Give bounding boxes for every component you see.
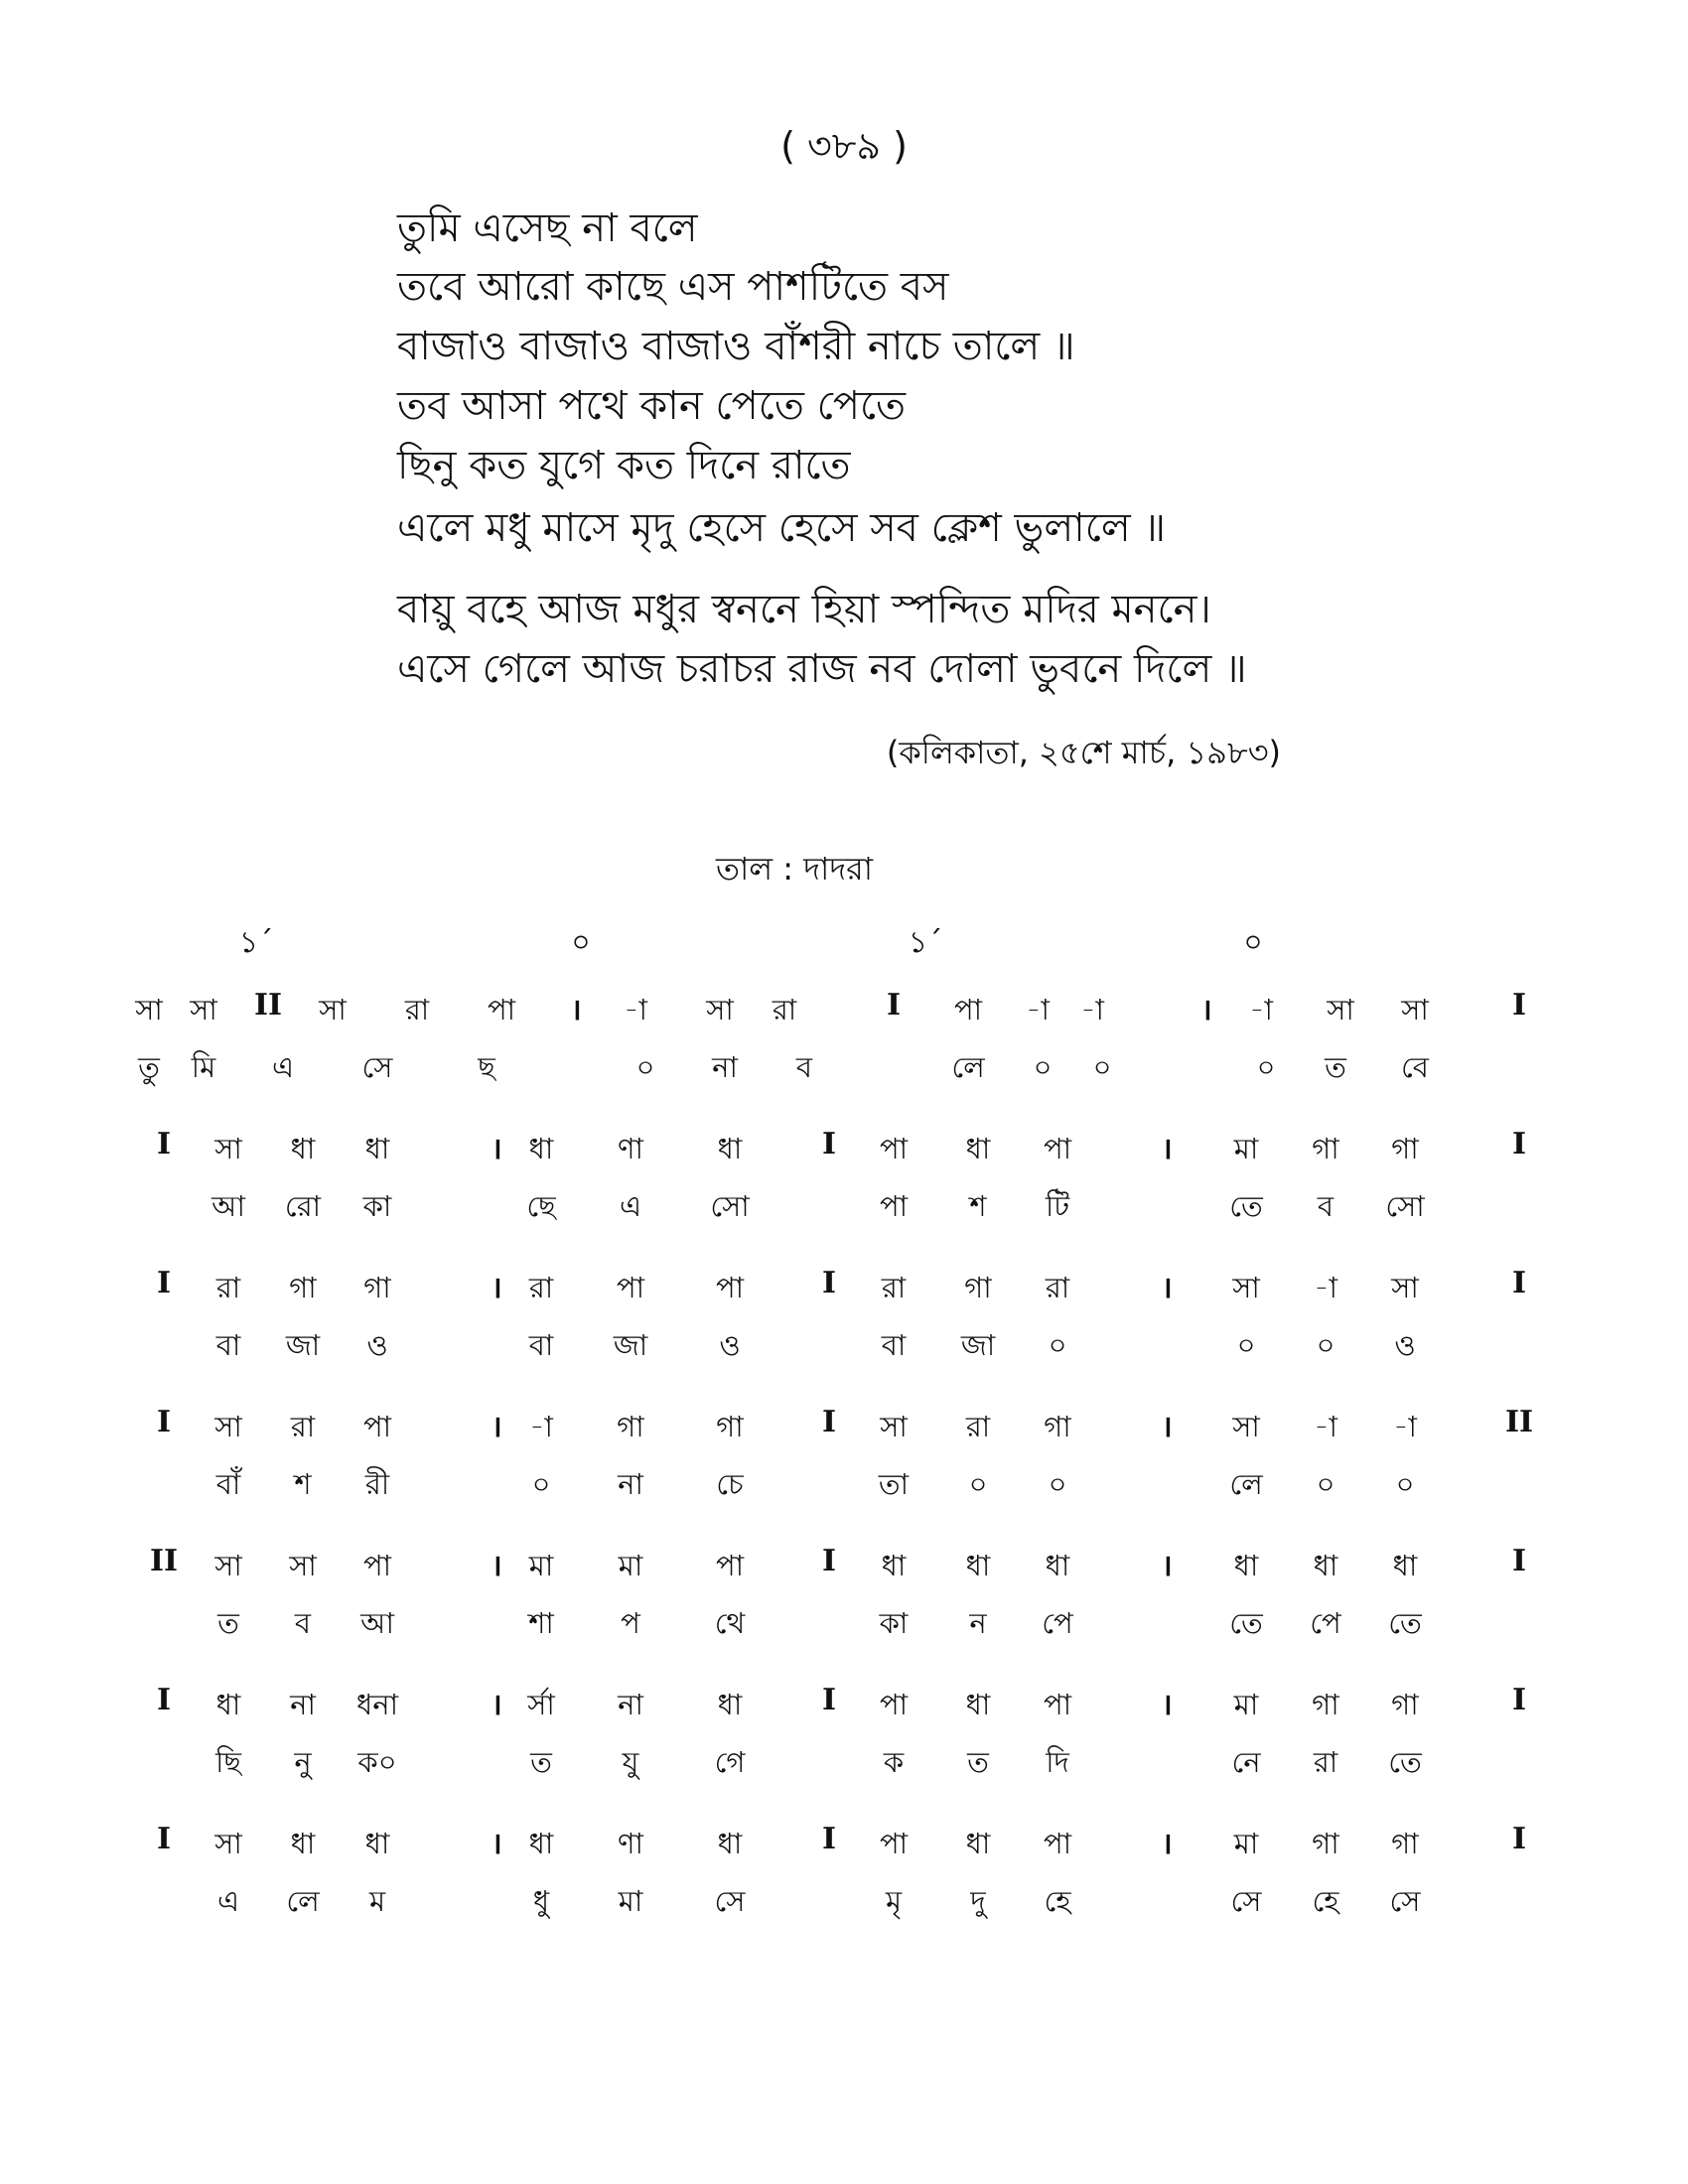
bar-line: I [1511,988,1527,1023]
swara-note: পা [362,1410,392,1443]
swara-note: ধা [965,1827,991,1860]
swara-note: -া [1314,1410,1337,1443]
lyric-syllable: রো [284,1189,322,1223]
lyric-syllable: সো [710,1189,750,1223]
swara-note: ধনা [356,1688,398,1721]
beat-mark-4: ০ [1243,925,1263,960]
lyric-syllable: বা [215,1328,241,1362]
lyric-syllable: ০ [968,1467,988,1501]
lyric-syllable: তে [1229,1606,1263,1640]
swara-note: পা [1043,1132,1072,1165]
bar-line: I [1511,1127,1527,1161]
swara-note: পা [362,1549,392,1582]
lyric-syllable: জা [960,1328,996,1362]
lyric-syllable: লে [286,1884,320,1918]
bar-line: II [1504,1405,1534,1439]
lyric-syllable: ব [294,1606,312,1640]
lyric-syllable: যু [622,1745,639,1779]
swara-note: ধা [717,1688,743,1721]
swara-note: ধা [528,1132,554,1165]
lyric-syllable: সে [1230,1884,1262,1918]
lyric-syllable: না [712,1050,738,1084]
beat-mark-3: ১´ [908,925,943,960]
swara-note: সা [1327,993,1354,1026]
lyric-line-1: তুমি এসেছ না বলে [397,205,698,251]
lyric-line-3: বাজাও বাজাও বাজাও বাঁশরী নাচে তালে ॥ [397,324,1075,369]
bar-line: I [1511,1822,1527,1856]
swara-note: পা [715,1549,745,1582]
lyric-line-7: বায়ু বহে আজ মধুর স্বননে হিয়া স্পন্দিত মদির মননে। [397,587,1211,632]
lyric-syllable: থে [714,1606,746,1640]
swara-note: গা [1044,1410,1071,1443]
lyric-syllable: ধু [532,1884,550,1918]
swara-note: সা [706,993,734,1026]
lyric-syllable: তু [138,1050,160,1084]
swara-note: -া [1314,1271,1337,1304]
swara-note: ণা [618,1827,643,1860]
swara-note: ধা [1045,1549,1070,1582]
lyric-syllable: এ [271,1050,295,1084]
tala-label: তাল : দাদরা [715,850,874,887]
lyric-syllable: সো [1385,1189,1425,1223]
lyric-syllable: ০ [1033,1050,1053,1084]
lyric-syllable: বে [1401,1050,1429,1084]
swara-note: র্সা [527,1688,555,1721]
lyric-syllable: তে [1229,1189,1263,1223]
lyric-syllable: তা [878,1467,910,1501]
bar-line: । [491,1410,502,1444]
lyric-syllable: ও [366,1328,388,1362]
bar-line: । [1161,1271,1173,1305]
lyric-syllable: ও [719,1328,741,1362]
swara-note: গা [1391,1688,1419,1721]
bar-line: I [821,1127,837,1161]
lyric-syllable: ত [967,1745,989,1779]
swara-note: রা [881,1271,907,1304]
lyric-syllable: পে [1310,1606,1341,1640]
swara-note: সা [319,993,347,1026]
bar-line: I [821,1544,837,1578]
swara-note: মা [1233,1132,1259,1165]
lyric-syllable: ০ [635,1050,655,1084]
lyric-syllable: ব [1317,1189,1335,1223]
swara-note: পা [616,1271,645,1304]
lyric-syllable: ক০ [357,1745,397,1779]
swara-note: মা [1233,1688,1259,1721]
bar-line: I [156,1822,172,1856]
lyric-line-8: এসে গেলে আজ চরাচর রাজ নব দোলা ভুবনে দিলে ॥ [397,646,1247,692]
swara-note: রা [290,1410,316,1443]
lyric-syllable: ০ [1316,1328,1336,1362]
lyric-syllable: ত [530,1745,552,1779]
lyric-syllable: রী [364,1467,390,1501]
lyric-syllable: ন [969,1606,987,1640]
swara-note: -া [1080,993,1104,1026]
bar-line: I [156,1405,172,1439]
lyric-syllable: ০ [531,1467,551,1501]
swara-note: ধা [965,1688,991,1721]
swara-note: গা [1312,1688,1339,1721]
lyric-line-6: এলে মধু মাসে মৃদু হেসে হেসে সব ক্লেশ ভুলালে ॥ [397,505,1166,551]
swara-note: ধা [290,1827,316,1860]
swara-note: সা [1401,993,1429,1026]
lyric-syllable: ত [217,1606,239,1640]
lyric-syllable: হে [1044,1884,1071,1918]
lyric-syllable: টি [1045,1189,1070,1223]
swara-note: রা [215,1271,241,1304]
swara-note: ধা [717,1827,743,1860]
beat-mark-1: ১´ [238,925,274,960]
lyric-syllable: বা [881,1328,907,1362]
swara-note: পা [1043,1827,1072,1860]
lyric-syllable: গে [714,1745,746,1779]
lyric-syllable: না [618,1467,643,1501]
bar-line: I [1511,1544,1527,1578]
lyric-syllable: জা [285,1328,321,1362]
lyric-syllable: মৃ [885,1884,903,1918]
lyric-syllable: ব [795,1050,813,1084]
swara-note: না [618,1688,643,1721]
swara-note: পা [953,993,983,1026]
bar-line: । [491,1549,502,1583]
lyric-syllable: নে [1231,1745,1261,1779]
lyric-syllable: রা [1313,1745,1338,1779]
bar-line: I [156,1266,172,1300]
bar-line: । [1161,1549,1173,1583]
swara-note: ধা [965,1132,991,1165]
bar-line: II [253,988,283,1023]
swara-note: মা [528,1549,554,1582]
lyric-syllable: বাঁ [215,1467,241,1501]
swara-note: গা [363,1271,391,1304]
swara-note: -া [529,1410,553,1443]
lyric-syllable: দি [1046,1745,1069,1779]
swara-note: -া [1249,993,1273,1026]
lyric-line-2: তবে আরো কাছে এস পাশটিতে বস [397,264,949,310]
lyric-syllable: এ [619,1189,642,1223]
lyric-syllable: নু [294,1745,312,1779]
bar-line: I [886,988,902,1023]
lyric-syllable: চে [716,1467,744,1501]
swara-note: সা [1232,1271,1260,1304]
lyric-syllable: পে [1042,1606,1073,1640]
swara-note: পা [879,1827,909,1860]
swara-note: গা [1391,1827,1419,1860]
swara-note: সা [1232,1410,1260,1443]
swara-note: ধা [881,1549,907,1582]
swara-note: ধা [364,1827,390,1860]
bar-line: I [821,1266,837,1300]
bar-line: I [821,1405,837,1439]
lyric-syllable: বা [528,1328,554,1362]
bar-line: । [1200,993,1212,1027]
swara-note: পা [879,1688,909,1721]
swara-note: সা [214,1132,242,1165]
lyric-syllable: হে [1312,1884,1339,1918]
lyric-syllable: মি [191,1050,216,1084]
lyric-syllable: ছি [215,1745,241,1779]
swara-note: গা [1312,1132,1339,1165]
lyric-syllable: ০ [1092,1050,1112,1084]
bar-line: I [821,1683,837,1717]
lyric-syllable: সে [714,1884,746,1918]
bar-line: I [1511,1683,1527,1717]
bar-line: । [491,1271,502,1305]
lyric-syllable: আ [360,1606,394,1640]
bar-line: I [156,1683,172,1717]
bar-line: I [1511,1266,1527,1300]
lyric-syllable: শ [294,1467,312,1501]
swara-note: সা [880,1410,908,1443]
swara-note: সা [214,1549,242,1582]
lyric-syllable: ০ [1236,1328,1256,1362]
swara-note: সা [214,1410,242,1443]
swara-note: পা [1043,1688,1072,1721]
swara-note: গা [617,1410,644,1443]
swara-note: গা [289,1271,317,1304]
swara-note: -া [624,993,647,1026]
lyric-syllable: ০ [1395,1467,1415,1501]
lyric-syllable: ছে [526,1189,556,1223]
lyric-syllable: দু [970,1884,986,1918]
lyric-syllable: কা [879,1606,909,1640]
swara-note: সা [289,1549,317,1582]
swara-note: -া [1026,993,1050,1026]
swara-note: মা [618,1549,643,1582]
swara-note: গা [716,1410,744,1443]
swara-note: ধা [965,1549,991,1582]
swara-note: ধা [364,1132,390,1165]
bar-line: । [1161,1827,1173,1861]
swara-note: পা [879,1132,909,1165]
lyric-syllable: ও [1394,1328,1416,1362]
swara-note: রা [1045,1271,1070,1304]
swara-note: গা [964,1271,992,1304]
lyric-syllable: ০ [1256,1050,1276,1084]
swara-note: ধা [290,1132,316,1165]
swara-note: রা [404,993,430,1026]
lyric-syllable: কা [362,1189,392,1223]
swara-note: রা [528,1271,554,1304]
bar-line: II [149,1544,179,1578]
lyric-syllable: ত [1325,1050,1346,1084]
swara-note: সা [135,993,163,1026]
lyric-syllable: ০ [1316,1467,1336,1501]
bar-line: । [1161,1132,1173,1166]
swara-note: ধা [528,1827,554,1860]
swara-note: গা [1312,1827,1339,1860]
bar-line: I [821,1822,837,1856]
lyric-syllable: প [621,1606,640,1640]
swara-note: মা [1233,1827,1259,1860]
swara-note: পা [715,1271,745,1304]
bar-line: I [156,1127,172,1161]
lyric-syllable: জা [613,1328,648,1362]
swara-note: সা [214,1827,242,1860]
swara-note: ধা [1392,1549,1418,1582]
swara-note: ধা [717,1132,743,1165]
lyric-syllable: তে [1388,1606,1422,1640]
swara-note: ণা [618,1132,643,1165]
lyric-syllable: ছ [478,1050,495,1084]
lyric-syllable: ম [368,1884,386,1918]
swara-note: ধা [1313,1549,1338,1582]
beat-mark-2: ০ [571,925,591,960]
swara-note: ধা [215,1688,241,1721]
date-line: (কলিকাতা, ২৫শে মার্চ, ১৯৮৩) [886,734,1281,771]
swara-note: না [290,1688,316,1721]
swara-note: সা [1391,1271,1419,1304]
swara-note: গা [1391,1132,1419,1165]
lyric-syllable: শ [969,1189,987,1223]
bar-line: । [491,1688,502,1722]
page-number: ( ৩৮৯ ) [780,124,908,168]
lyric-line-5: ছিনু কত যুগে কত দিনে রাতে [397,443,851,488]
lyric-syllable: সে [361,1050,393,1084]
lyric-syllable: পা [879,1189,909,1223]
lyric-syllable: মা [618,1884,643,1918]
lyric-syllable: ০ [1048,1328,1067,1362]
swara-note: রা [965,1410,991,1443]
lyric-syllable: সে [1389,1884,1421,1918]
lyric-line-4: তব আসা পথে কান পেতে পেতে [397,383,907,429]
swara-note: সা [190,993,217,1026]
bar-line: । [1161,1410,1173,1444]
lyric-syllable: এ [216,1884,240,1918]
swara-note: -া [1393,1410,1417,1443]
lyric-syllable: শা [528,1606,554,1640]
lyric-syllable: আ [211,1189,245,1223]
bar-line: । [570,993,582,1027]
lyric-syllable: ক [883,1745,905,1779]
bar-line: । [491,1827,502,1861]
lyric-syllable: ০ [1048,1467,1067,1501]
swara-note: ধা [1233,1549,1259,1582]
lyric-syllable: লে [951,1050,985,1084]
bar-line: । [1161,1688,1173,1722]
lyric-syllable: তে [1388,1745,1422,1779]
swara-note: রা [772,993,797,1026]
lyric-syllable: লে [1229,1467,1263,1501]
bar-line: । [491,1132,502,1166]
swara-note: পা [487,993,516,1026]
